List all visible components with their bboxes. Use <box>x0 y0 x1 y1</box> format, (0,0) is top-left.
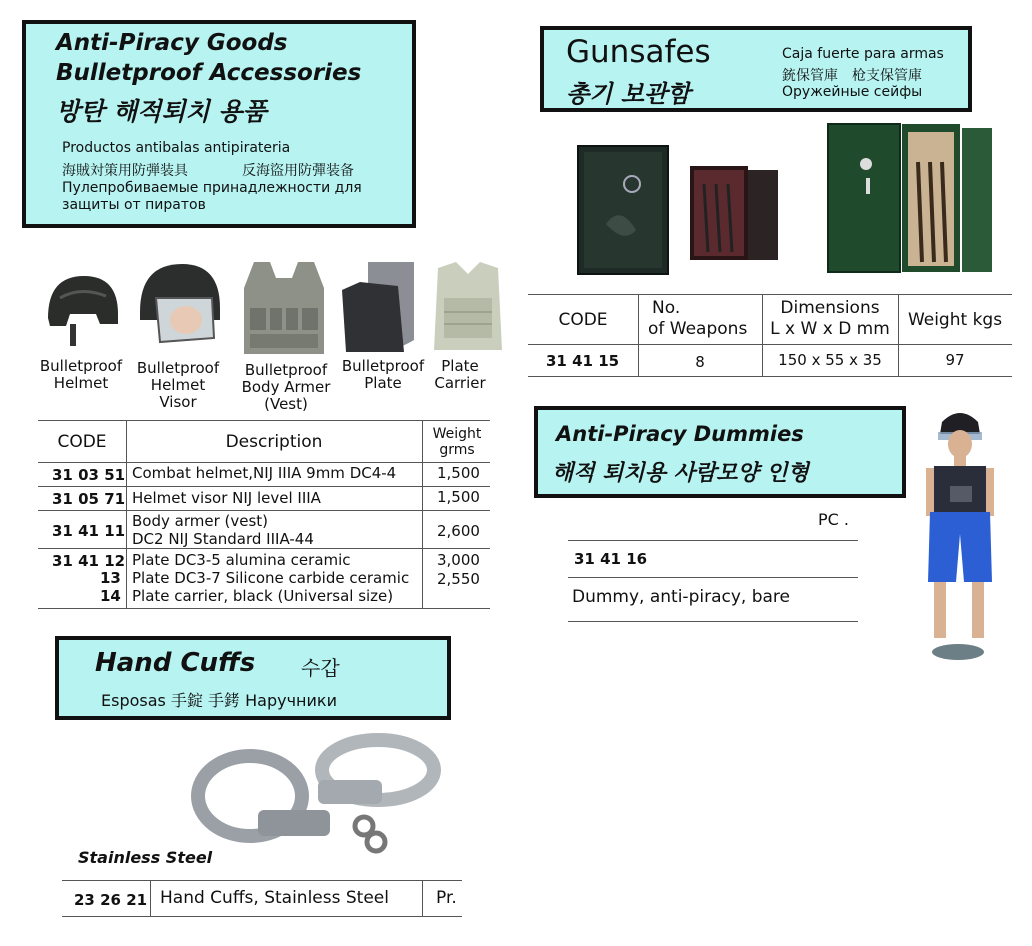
gunsafes-russian: Оружейные сейфы <box>782 84 923 100</box>
handcuffs-title: Hand Cuffs <box>95 648 256 678</box>
dummy-code: 31 41 16 <box>574 550 648 568</box>
plate-carrier-image <box>428 258 508 356</box>
antipiracy-chinese-2: 反海盜用防彈装备 <box>242 163 354 179</box>
antipiracy-header-box <box>22 20 416 228</box>
armor-row-4-desc-2: Plate DC3-7 Silicone carbide ceramic <box>132 569 410 587</box>
gunsafes-title: Gunsafes <box>566 34 711 70</box>
body-armor-vest-image <box>234 258 334 358</box>
armor-row-1-weight: 1,500 <box>437 464 480 482</box>
gunsafe-row-code: 31 41 15 <box>546 352 620 370</box>
dummies-title: Anti-Piracy Dummies <box>556 422 804 446</box>
armor-row-4-code-2: 13 <box>100 569 121 587</box>
product-label-plate: Bulletproof Plate <box>341 357 425 392</box>
armor-header-weight: Weight grms <box>432 426 482 458</box>
handcuffs-header-box <box>55 636 451 720</box>
gunsafe-header-dim-2: L x W x D mm <box>770 319 890 339</box>
armor-row-1-code: 31 03 51 <box>52 466 126 484</box>
dummy-mannequin-image <box>916 404 1006 666</box>
product-label-helmet: Bulletproof Helmet <box>39 357 123 392</box>
antipiracy-title-line1: Anti-Piracy Goods <box>56 30 288 56</box>
gunsafe-green-open-image <box>900 122 996 274</box>
gunsafe-row-weight: 97 <box>945 351 965 369</box>
gunsafes-korean: 총기 보관함 <box>566 80 691 108</box>
gunsafes-chinese: 銃保管庫 枪支保管庫 <box>782 68 922 84</box>
handcuffs-korean: 수갑 <box>301 656 340 680</box>
gunsafe-closed-image <box>576 144 670 278</box>
bulletproof-plate-image <box>338 260 418 358</box>
gunsafe-header-no: No. <box>652 298 681 318</box>
armor-row-1-desc: Combat helmet,NIJ IIIA 9mm DC4-4 <box>132 464 397 482</box>
armor-row-3-desc-1: Body armer (vest) <box>132 512 269 530</box>
antipiracy-russian: Пулепробиваемые принадлежности для защиты от пиратов <box>62 180 362 213</box>
helmet-visor-image <box>134 258 226 350</box>
gunsafe-row-no: 8 <box>695 353 705 371</box>
antipiracy-title-korean: 방탄 해적퇴치 용품 <box>56 97 267 126</box>
armor-header-description: Description <box>225 432 323 452</box>
gunsafe-open-image <box>688 164 782 264</box>
gunsafe-header-weight: Weight kgs <box>907 310 1003 330</box>
armor-row-4-weight-2: 2,550 <box>437 570 480 588</box>
armor-row-3-desc-2: DC2 NIJ Standard IIIA-44 <box>132 530 314 548</box>
armor-row-4-weight-1: 3,000 <box>437 551 480 569</box>
gunsafe-header-no-2: of Weapons <box>648 319 748 339</box>
gunsafe-header-dim: Dimensions <box>780 298 880 318</box>
dummies-korean: 해적 퇴치용 사람모양 인형 <box>552 461 809 486</box>
dummy-unit: PC . <box>818 510 849 529</box>
handcuffs-image <box>188 730 448 860</box>
gunsafes-header-box <box>540 26 972 112</box>
antipiracy-chinese-1: 海賊対策用防弾装具 <box>62 163 188 179</box>
antipiracy-spanish: Productos antibalas antipirateria <box>62 140 291 156</box>
antipiracy-title-line2: Bulletproof Accessories <box>56 60 362 86</box>
armor-row-2-weight: 1,500 <box>437 488 480 506</box>
handcuffs-code: 23 26 21 <box>74 891 148 909</box>
dummies-header-box <box>534 406 906 498</box>
handcuffs-unit: Pr. <box>436 888 457 908</box>
armor-row-4-desc-1: Plate DC3-5 alumina ceramic <box>132 551 351 569</box>
armor-row-2-code: 31 05 71 <box>52 490 126 508</box>
gunsafe-header-code: CODE <box>558 310 608 330</box>
armor-row-2-desc: Helmet visor NIJ level IIIA <box>132 489 321 507</box>
product-label-body-armor: Bulletproof Body Armer (Vest) <box>241 361 331 413</box>
dummy-desc: Dummy, anti-piracy, bare <box>572 587 790 607</box>
armor-row-3-code: 31 41 11 <box>52 522 126 540</box>
gunsafe-green-closed-image <box>826 122 902 274</box>
handcuffs-material: Stainless Steel <box>78 848 213 867</box>
helmet-image <box>40 268 124 352</box>
gunsafe-row-dim: 150 x 55 x 35 <box>778 351 882 369</box>
gunsafes-spanish: Caja fuerte para armas <box>782 46 944 62</box>
armor-header-code: CODE <box>57 432 107 452</box>
handcuffs-desc: Hand Cuffs, Stainless Steel <box>160 888 389 908</box>
armor-row-4-desc-3: Plate carrier, black (Universal size) <box>132 587 394 605</box>
handcuffs-subtitle: Esposas 手錠 手銬 Наручники <box>101 691 337 710</box>
product-label-helmet-visor: Bulletproof Helmet Visor <box>136 359 220 411</box>
armor-row-3-weight: 2,600 <box>437 522 480 540</box>
product-label-plate-carrier: Plate Carrier <box>434 357 486 392</box>
armor-row-4-code-3: 14 <box>100 587 121 605</box>
armor-row-4-code: 31 41 12 <box>52 552 126 570</box>
